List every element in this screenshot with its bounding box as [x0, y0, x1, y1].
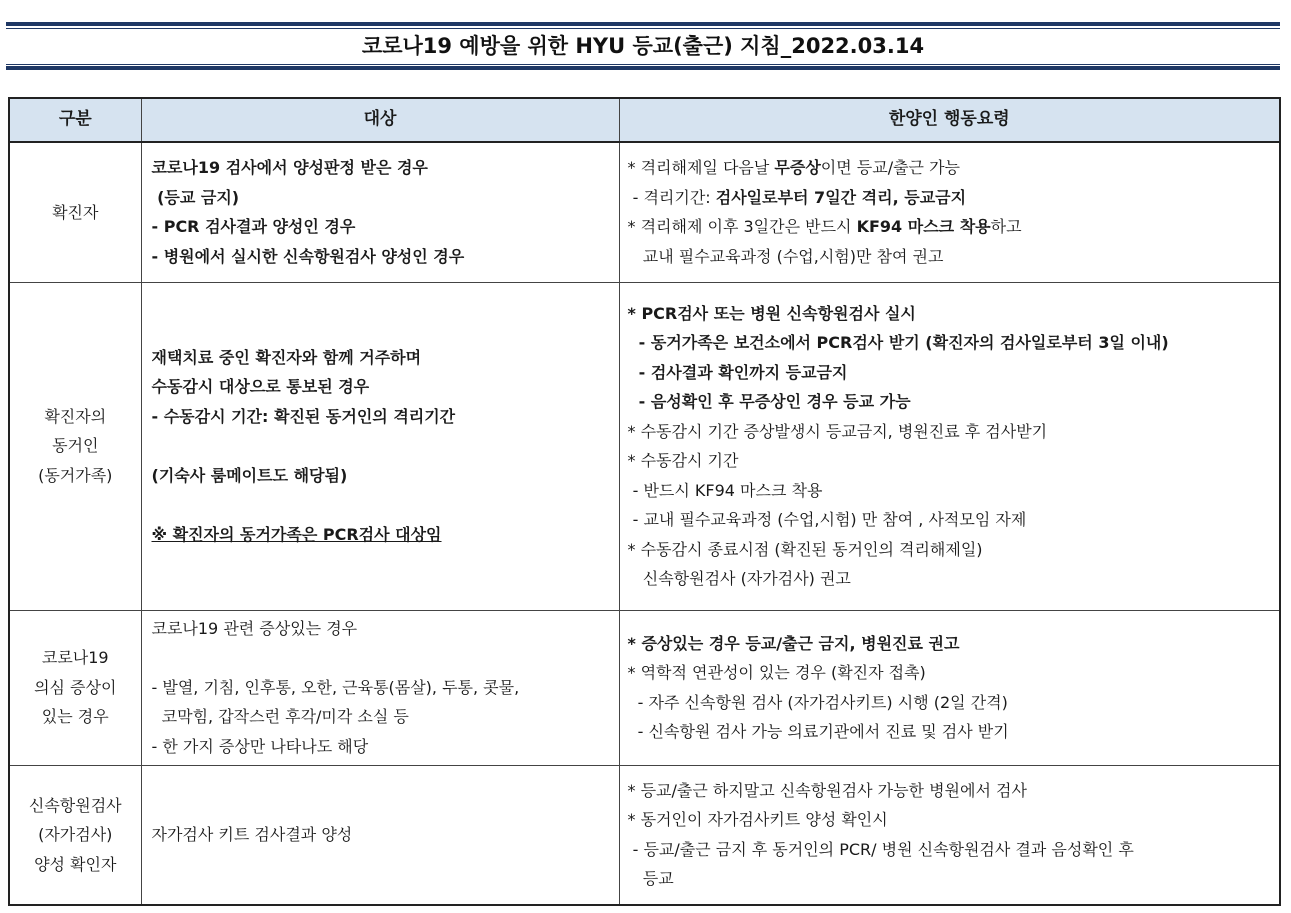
action-text: KF94 마스크 착용	[856, 217, 991, 237]
category-line: 있는 경우	[41, 707, 109, 727]
target-text: - PCR 검사결과 양성인 경우	[151, 217, 356, 237]
target-text: 자가검사 키트 검사결과 양성	[151, 825, 353, 844]
target-line	[152, 242, 619, 272]
category-line: 동거인	[52, 436, 99, 456]
target-line	[152, 461, 619, 491]
action-line	[628, 864, 1280, 894]
header-target: 대상	[141, 98, 619, 142]
row-action	[619, 765, 1280, 905]
row-target	[141, 282, 619, 610]
action-text: 이면 등교/출근 가능	[820, 158, 960, 178]
category-line: 양성 확인자	[34, 854, 117, 874]
row-target	[141, 610, 619, 765]
target-text: (기숙사 룸메이트도 해당됨)	[151, 465, 348, 485]
target-line	[152, 673, 619, 703]
target-line	[152, 702, 619, 732]
action-text: * PCR검사 또는 병원 신속항원검사 실시	[627, 303, 916, 323]
action-line	[628, 183, 1280, 213]
target-line	[152, 343, 619, 373]
target-text: - 한 가지 증상만 나타나도 해당	[151, 736, 369, 756]
target-line	[152, 212, 619, 242]
target-line	[152, 372, 619, 402]
row-action	[619, 142, 1280, 282]
action-line	[628, 629, 1280, 659]
action-text: * 등교/출근 하지말고 신속항원검사 가능한 병원에서 검사	[627, 780, 1027, 800]
action-text: * 증상있는 경우 등교/출근 금지, 병원진료 권고	[627, 633, 960, 653]
target-text: - 발열, 기침, 인후통, 오한, 근육통(몸살), 두통, 콧물,	[151, 677, 520, 697]
action-text: - 음성확인 후 무증상인 경우 등교 가능	[627, 392, 911, 411]
target-text: - 수동감시 기간: 확진된 동거인의 격리기간	[151, 406, 456, 426]
category-line: 확진자의	[44, 406, 107, 426]
target-text: 코로나19 검사에서 양성판정 받은 경우	[151, 158, 428, 178]
action-text: - 반드시 KF94 마스크 착용	[627, 480, 823, 500]
target-line	[152, 520, 619, 550]
category-line: 확진자	[52, 202, 99, 222]
header-action: 한양인 행동요령	[619, 98, 1280, 142]
title-rule-bottom-thin	[6, 64, 1280, 65]
target-text: - 병원에서 실시한 신속항원검사 양성인 경우	[151, 246, 465, 266]
target-text: 코로나19 관련 증상있는 경우	[151, 618, 358, 638]
target-line	[152, 820, 619, 850]
target-text: ※ 확진자의 동거가족은 PCR검사 대상임	[151, 524, 442, 544]
row-category	[9, 142, 141, 282]
target-line	[152, 732, 619, 762]
target-line	[152, 183, 619, 213]
action-text: 교내 필수교육과정 (수업,시험)만 참여 권고	[627, 246, 944, 266]
table-row	[9, 610, 1280, 765]
action-line	[628, 535, 1280, 565]
action-line	[628, 688, 1280, 718]
action-text: 하고	[990, 217, 1022, 237]
action-text: 신속항원검사 (자가검사) 권고	[627, 569, 851, 588]
title-rule-top-thin	[6, 28, 1280, 29]
action-text: - 등교/출근 금지 후 동거인의 PCR/ 병원 신속항원검사 결과 음성확인 후	[627, 839, 1134, 859]
action-text: - 격리기간:	[627, 187, 716, 207]
action-line	[628, 658, 1280, 688]
title-band	[6, 22, 1280, 70]
category-line: (동거가족)	[38, 465, 113, 485]
guideline-table	[8, 97, 1281, 906]
action-text: * 격리해제일 다음날	[627, 158, 775, 178]
header-category: 구분	[9, 98, 141, 142]
action-line	[628, 835, 1280, 865]
target-text: (등교 금지)	[151, 187, 240, 207]
category-line: (자가검사)	[38, 825, 113, 844]
action-line	[628, 299, 1280, 329]
row-action	[619, 610, 1280, 765]
action-line	[628, 476, 1280, 506]
action-line	[628, 717, 1280, 747]
action-line	[628, 358, 1280, 388]
row-category	[9, 610, 141, 765]
blank-line	[152, 643, 619, 673]
action-line	[628, 446, 1280, 476]
target-text: 수동감시 대상으로 통보된 경우	[151, 377, 370, 397]
action-text: 검사일로부터 7일간 격리, 등교금지	[715, 187, 967, 207]
blank-line	[152, 490, 619, 520]
action-text: * 수동감시 기간 증상발생시 등교금지, 병원진료 후 검사받기	[627, 421, 1048, 441]
action-text: * 수동감시 기간	[627, 451, 739, 470]
row-category	[9, 765, 141, 905]
table-row	[9, 282, 1280, 610]
action-text: * 수동감시 종료시점 (확진된 동거인의 격리해제일)	[627, 539, 983, 559]
action-line	[628, 505, 1280, 535]
title-rule-bottom	[6, 66, 1280, 70]
category-line: 의심 증상이	[34, 677, 117, 697]
action-line	[628, 328, 1280, 358]
action-text: 무증상	[774, 158, 821, 178]
row-action	[619, 282, 1280, 610]
table-header-row	[9, 98, 1280, 142]
action-text: * 역학적 연관성이 있는 경우 (확진자 접촉)	[627, 663, 926, 682]
page-title: 코로나19 예방을 위한 HYU 등교(출근) 지침_2022.03.14	[361, 34, 925, 58]
action-text: - 동거가족은 보건소에서 PCR검사 받기 (확진자의 검사일로부터 3일 이내)	[627, 333, 1169, 352]
table-row	[9, 142, 1280, 282]
action-line	[628, 805, 1280, 835]
action-text: - 교내 필수교육과정 (수업,시험) 만 참여 , 사적모임 자제	[627, 510, 1027, 529]
category-line: 신속항원검사	[28, 795, 122, 815]
target-line	[152, 402, 619, 432]
table-body	[9, 142, 1280, 905]
target-line	[152, 614, 619, 644]
category-line: 코로나19	[41, 648, 109, 668]
row-target	[141, 142, 619, 282]
action-line	[628, 242, 1280, 272]
row-target	[141, 765, 619, 905]
target-text: 코막힘, 갑작스런 후각/미각 소실 등	[151, 707, 409, 727]
action-text: * 격리해제 이후 3일간은 반드시	[627, 217, 857, 237]
action-text: - 검사결과 확인까지 등교금지	[627, 362, 848, 382]
target-text: 재택치료 중인 확진자와 함께 거주하며	[151, 347, 422, 367]
table-row	[9, 765, 1280, 905]
action-line	[628, 153, 1280, 183]
action-line	[628, 387, 1280, 417]
action-text: - 자주 신속항원 검사 (자가검사키트) 시행 (2일 간격)	[627, 692, 1008, 712]
action-line	[628, 564, 1280, 594]
action-text: - 신속항원 검사 가능 의료기관에서 진료 및 검사 받기	[627, 722, 1009, 741]
target-line	[152, 153, 619, 183]
action-line	[628, 212, 1280, 242]
action-text: 등교	[627, 869, 674, 889]
action-line	[628, 776, 1280, 806]
row-category	[9, 282, 141, 610]
action-text: * 동거인이 자가검사키트 양성 확인시	[627, 810, 888, 830]
action-line	[628, 417, 1280, 447]
blank-line	[152, 431, 619, 461]
title-rule-top	[6, 22, 1280, 26]
